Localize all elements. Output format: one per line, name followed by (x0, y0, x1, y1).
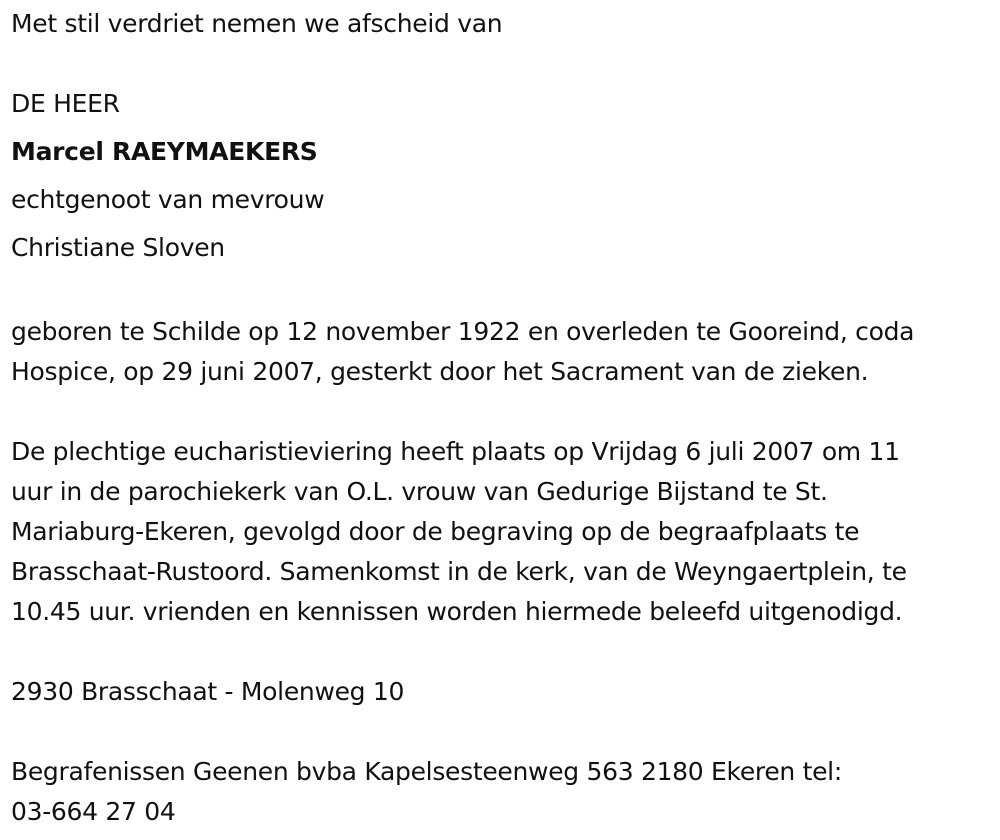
paragraph-line: uur in de parochiekerk van O.L. vrouw van Gedurige Bijstand te St. (11, 477, 828, 506)
spouse-name: Christiane Sloven (11, 233, 225, 262)
spacer (11, 392, 986, 432)
paragraph-line: Brasschaat-Rustoord. Samenkomst in de kerk, van de Weyngaertplein, te (11, 557, 907, 586)
paragraph-line: Hospice, op 29 juni 2007, gesterkt door het Sacrament van de zieken. (11, 357, 869, 386)
spacer (11, 272, 986, 312)
relation-text: echtgenoot van mevrouw (11, 185, 325, 214)
funeral-home-paragraph (11, 752, 986, 832)
spacer (11, 632, 986, 672)
spacer (11, 48, 986, 80)
address-line: 2930 Brasschaat - Molenweg 10 (11, 677, 405, 706)
intro-text: Met stil verdriet nemen we afscheid van (11, 9, 503, 38)
obituary-notice (11, 0, 986, 832)
paragraph-line: 03-664 27 04 (11, 797, 176, 826)
paragraph-line: Mariaburg-Ekeren, gevolgd door de begraving op de begraafplaats te (11, 517, 860, 546)
paragraph-line: geboren te Schilde op 12 november 1922 en overleden te Gooreind, coda (11, 317, 915, 346)
paragraph-line: 10.45 uur. vrienden en kennissen worden hiermede beleefd uitgenodigd. (11, 597, 903, 626)
paragraph-line: De plechtige eucharistieviering heeft plaats op Vrijdag 6 juli 2007 om 11 (11, 437, 900, 466)
deceased-name: Marcel RAEYMAEKERS (11, 137, 318, 166)
ceremony-paragraph (11, 432, 986, 632)
spacer (11, 712, 986, 752)
birth-death-paragraph (11, 312, 986, 392)
paragraph-line: Begrafenissen Geenen bvba Kapelsesteenweg 563 2180 Ekeren tel: (11, 757, 842, 786)
honorific: DE HEER (11, 89, 120, 118)
